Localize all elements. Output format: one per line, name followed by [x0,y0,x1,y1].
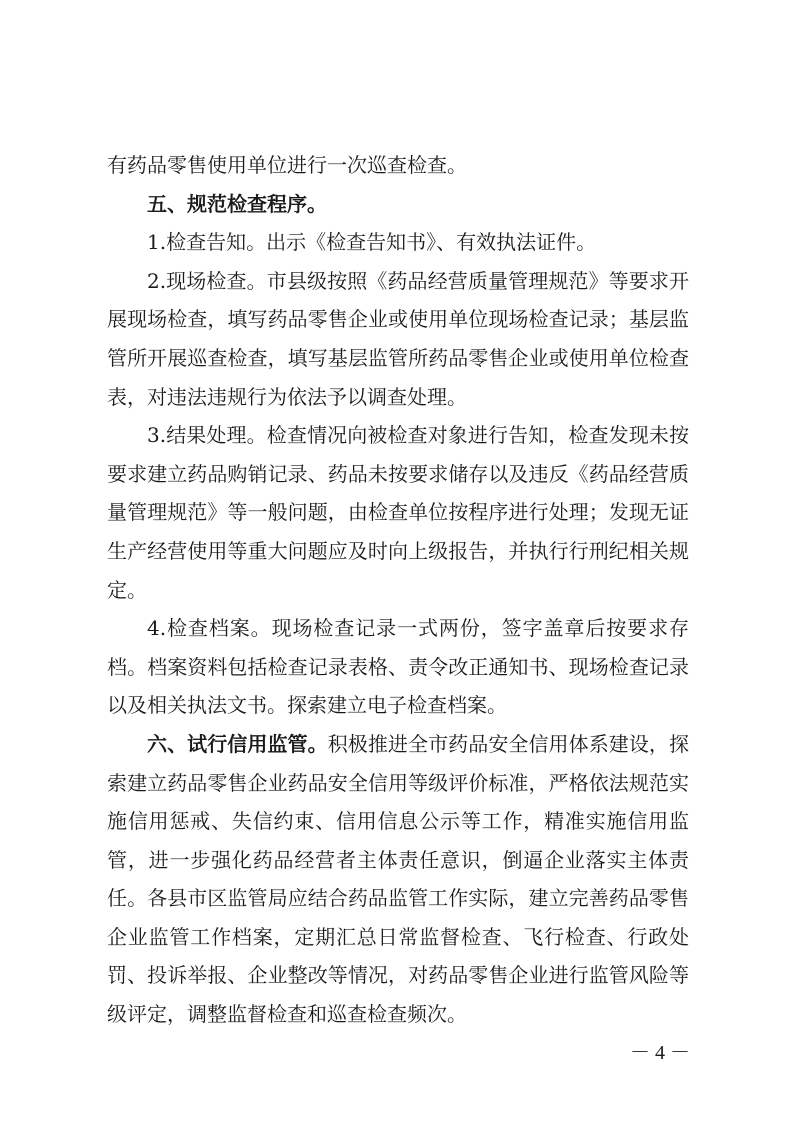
paragraph-text: 2.现场检查。市县级按照《药品经营质量管理规范》等要求开展现场检查，填写药品零售企业或使用单位现场检查记录；基层监管所开展巡查检查，填写基层监管所药品零售企业或使用单位检查表，对违法违规行为依法予以调查处理。 [107,268,689,409]
paragraph-text: 积极推进全市药品安全信用体系建设，探索建立药品零售企业药品安全信用等级评价标准，严格依法规范实施信用惩戒、失信约束、信用信息公示等工作，精准实施信用监管，进一步强化药品经营者主体责任意识，倒逼企业落实主体责任。各县市区监管局应结合药品监管工作实际，建立完善药品零售企业监管工作档案，定期汇总日常监督检查、飞行检查、行政处罚、投诉举报、企业整改等情况，对药品零售企业进行监管风险等级评定，调整监督检查和巡查检查频次。 [107,731,690,1027]
document-body [107,146,689,1034]
paragraph-text: 1.检查告知。出示《检查告知书》、有效执法证件。 [147,230,597,255]
paragraph-text: 3.结果处理。检查情况向被检查对象进行告知，检查发现未按要求建立药品购销记录、药品未按要求储存以及违反《药品经营质量管理规范》等一般问题，由检查单位按程序进行处理；发现无证生产经营使用等重大问题应及时向上级报告，并执行行刑纪相关规定。 [107,423,689,602]
heading-text: 五、规范检查程序。 [147,191,327,216]
paragraph-item-3 [107,416,689,609]
paragraph-text: 4.检查档案。现场检查记录一式两份，签字盖章后按要求存档。档案资料包括检查记录表格、责令改正通知书、现场检查记录以及相关执法文书。探索建立电子检查档案。 [107,616,689,718]
paragraph-continuation [107,146,689,185]
section-heading-five [107,185,689,224]
page-number: － 4 － [630,1042,690,1064]
heading-text: 六、试行信用监管。 [147,731,328,756]
paragraph-item-2 [107,262,689,416]
paragraph-item-1 [107,223,689,262]
section-six-paragraph [107,725,689,1034]
paragraph-text: 有药品零售使用单位进行一次巡查检查。 [107,153,467,177]
paragraph-item-4 [107,609,689,725]
